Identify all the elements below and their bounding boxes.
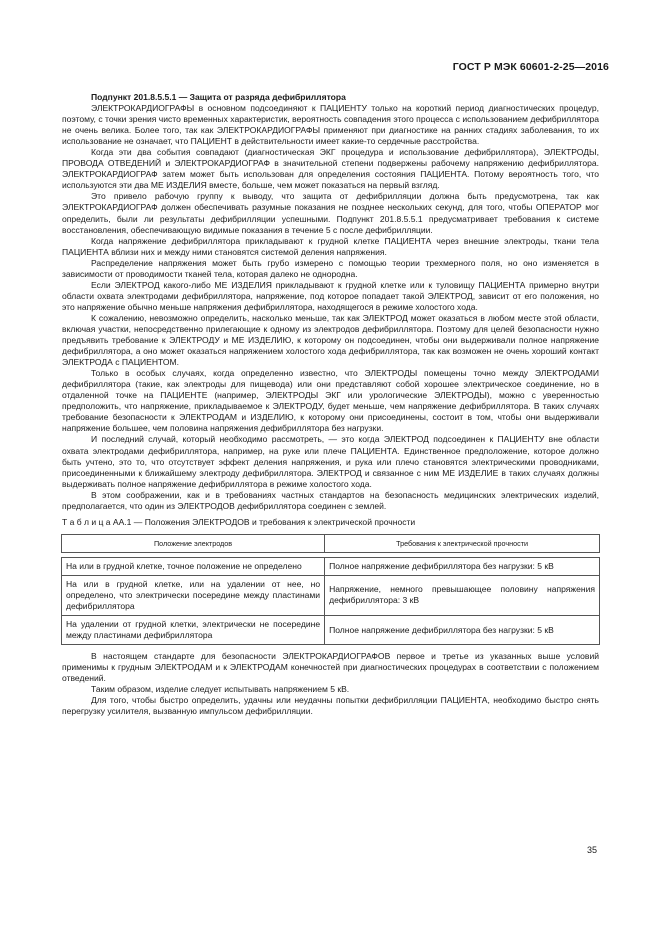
table-title: Т а б л и ц а АА.1 — Положения ЭЛЕКТРОДОВ и требования к электрической прочности [62, 516, 416, 527]
table-cell: Напряжение, немного превышающее половину напряжения дефибриллятора: 3 кВ [325, 575, 600, 615]
paragraph: Для того, чтобы быстро определить, удачны или неудачны попытки дефибрилляции ПАЦИЕНТА, необходимо быстро снять перегрузку усилителя, вызванную импульсом дефибрилляции. [62, 695, 599, 717]
column-header-position: Положение электродов [62, 534, 325, 552]
table-row [62, 557, 600, 575]
table-cell: Полное напряжение дефибриллятора без нагрузки: 5 кВ [325, 616, 600, 645]
paragraph: Таким образом, изделие следует испытывать напряжением 5 кВ. [91, 684, 350, 695]
paragraph: Когда напряжение дефибриллятора прикладывают к грудной клетке ПАЦИЕНТА через внешние электроды, ткани тела ПАЦИЕНТА вблизи них и между ними становятся системой деления напряжения. [62, 235, 599, 257]
paragraph: И последний случай, который необходимо рассмотреть, — это когда ЭЛЕКТРОД подсоединен к ПАЦИЕНТУ вне области охвата электродами дефибриллятора, например, на руке или плече ПАЦИЕНТА. Единственное предположение, которое должно быть учтено, это то, что отсутствует эффект деления напряжения, и рука или плечо становятся электрическими проводниками, присоединенными к ближайшему электроду дефибриллятора. ЭЛЕКТРОД и связанное с ним МЕ ИЗДЕЛИЕ в таких случаях должны выдерживать полное напряжение дефибриллятора в режиме холостого хода. [62, 434, 599, 489]
paragraph: Если ЭЛЕКТРОД какого-либо МЕ ИЗДЕЛИЯ прикладывают к грудной клетке или к туловищу ПАЦИЕНТА примерно внутри области охвата электродами дефибриллятора, напряжение, под которое попадает такой ЭЛЕКТРОД, зависит от его положения, но это напряжение обычно меньше напряжения дефибриллятора, находящегося в режиме холостого хода. [62, 279, 599, 312]
document-body [62, 92, 599, 717]
table-cell: Полное напряжение дефибриллятора без нагрузки: 5 кВ [325, 557, 600, 575]
table-cell: На удалении от грудной клетки, электрически не посередине между пластинами дефибриллятора [62, 616, 325, 645]
table-row [62, 616, 600, 645]
table-cell: На или в грудной клетке, или на удалении от нее, но определено, что электрически посередине между пластинами дефибриллятора [62, 575, 325, 615]
table-cell: На или в грудной клетке, точное положение не определено [62, 557, 325, 575]
table-header-row [62, 534, 600, 552]
column-header-requirement: Требования к электрической прочности [325, 534, 600, 552]
paragraph: Распределение напряжения может быть грубо измерено с помощью теории трехмерного поля, но оно изменяется в зависимости от проводимости тканей тела, которая далеко не однородна. [62, 257, 599, 279]
paragraph: ЭЛЕКТРОКАРДИОГРАФЫ в основном подсоединяют к ПАЦИЕНТУ только на короткий период диагностических процедур, поэтому, с точки зрения чисто временных характеристик, вероятность совпадения этого процесса с использованием дефибриллятора не очень велика. Более того, так как ЭЛЕКТРОКАРДИОГРАФЫ применяют при диагностике на ранних стадиях заболевания, то их использование не означает, что ПАЦИЕНТ в действительности имеет какие-то сердечные расстройства. [62, 103, 599, 147]
paragraph: Только в особых случаях, когда определенно известно, что ЭЛЕКТРОДЫ помещены точно между ЭЛЕКТРОДАМИ дефибриллятора (такие, как электроды для пищевода) или они представляют собой хорошее электрическое соединение, но в отдаленной точке на ПАЦИЕНТЕ (например, ЭЛЕКТРОДЫ ЭКГ или урологические ЭЛЕКТРОДЫ), можно с уверенностью предположить, что напряжение, прикладываемое к ЭЛЕКТРОДУ, будет меньше, чем напряжение дефибриллятора. В таких случаях требование безопасности к ЭЛЕКТРОДАМ и ИЗДЕЛИЮ, к которому они присоединены, состоит в том, чтобы они выдерживали напряжение большее, чем половина напряжения дефибриллятора без нагрузки. [62, 368, 599, 434]
paragraph: В этом соображении, как и в требованиях частных стандартов на безопасность медицинских электрических изделий, предполагается, что один из ЭЛЕКТРОДОВ дефибриллятора соединен с землей. [62, 489, 599, 511]
paragraph: В настоящем стандарте для безопасности ЭЛЕКТРОКАРДИОГРАФОВ первое и третье из указанных выше условий применимы к грудным ЭЛЕКТРОДАМ и к ЭЛЕКТРОДАМ конечностей при диагностических процедурах в соответствии с положением отведений. [62, 651, 599, 684]
paragraph: К сожалению, невозможно определить, насколько меньше, так как ЭЛЕКТРОД может оказаться в любом месте этой области, включая участки, непосредственно прилегающие к одному из электродов дефибриллятора. Поэтому для целей безопасности нужно предъявить требование к ЭЛЕКТРОДУ и МЕ ИЗДЕЛИЮ, к которому он подсоединен, чтобы они выдерживали полное напряжение дефибриллятора, а оно может оказаться напряжением холостого хода дефибриллятора, так как возможен не очень хороший контакт ЭЛЕКТРОДА с ПАЦИЕНТОМ. [62, 312, 599, 368]
document-header: ГОСТ Р МЭК 60601-2-25—2016 [452, 61, 609, 73]
paragraph: Это привело рабочую группу к выводу, что защита от дефибрилляции должна быть предусмотрена, так как ЭЛЕКТРОКАРДИОГРАФ должен обеспечивать разумные показания не позднее нескольких секунд, для того, чтобы ОПЕРАТОР мог определить, были ли результаты дефибрилляции успешными. Подпункт 201.8.5.5.1 предусматривает требования к системе восстановления, обеспечивающую видимые показания в течение 5 с после дефибрилляции. [62, 191, 599, 235]
table-row [62, 575, 600, 615]
paragraph: Когда эти два события совпадают (диагностическая ЭКГ процедура и использование дефибриллятора), ЭЛЕКТРОДЫ, ПРОВОДА ОТВЕДЕНИЙ и ЭЛЕКТРОКАРДИОГРАФ в значительной степени подвержены рабочему напряжению дефибриллятора. ЭЛЕКТРОКАРДИОГРАФ затем может быть использован для определения состояния ПАЦИЕНТА. Потому вероятность того, что используются эти два МЕ ИЗДЕЛИЯ вместе, больше, чем может показаться на первый взгляд. [62, 147, 599, 191]
section-heading: Подпункт 201.8.5.5.1 — Защита от разряда дефибриллятора [91, 92, 346, 102]
page-number: 35 [586, 845, 597, 855]
requirements-table [61, 534, 600, 645]
